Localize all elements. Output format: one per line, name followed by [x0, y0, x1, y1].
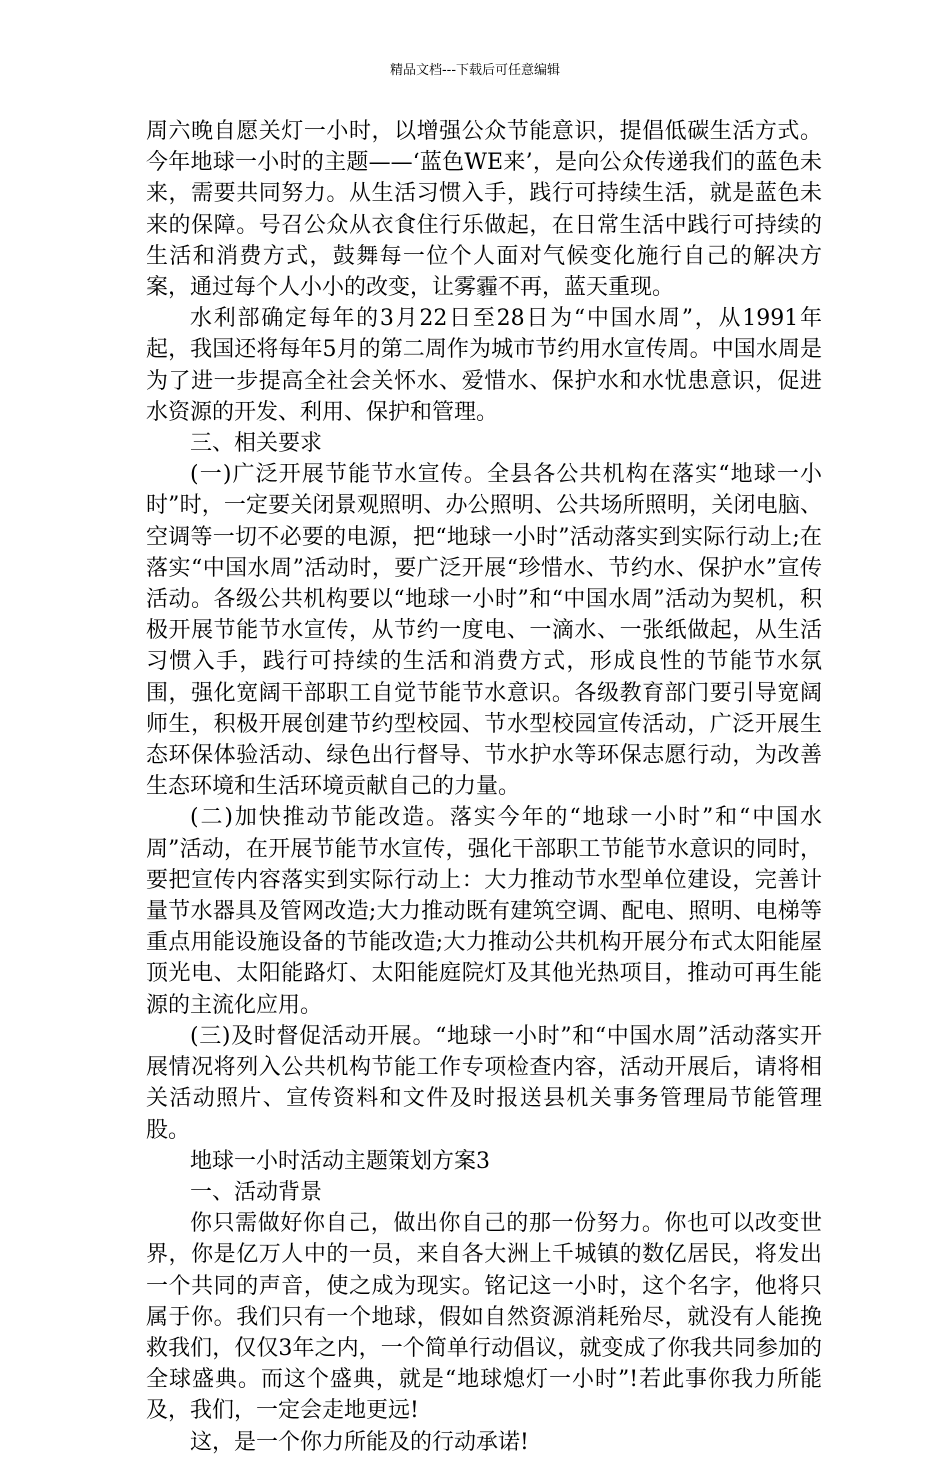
paragraph: 周六晚自愿关灯一小时，以增强公众节能意识，提倡低碳生活方式。今年地球一小时的主题——‘蓝色WE来’，是向公众传递我们的蓝色未来，需要共同努力。从生活习惯入手，践行可持续生活，就是蓝色未来的保障。号召公众从衣食住行乐做起，在日常生活中践行可持续的生活和消费方式，鼓舞每一位个人面对气候变化施行自己的解决方案，通过每个人小小的改变，让雾霾不再，蓝天重现。: [146, 119, 822, 301]
paragraph: 你只需做好你自己，做出你自己的那一份努力。你也可以改变世界，你是亿万人中的一员，来自各大洲上千城镇的数亿居民，将发出一个共同的声音，使之成为现实。铭记这一小时，这个名字，他将只属于你。我们只有一个地球，假如自然资源消耗殆尽，就没有人能挽救我们，仅仅3年之内，一个简单行动倡议，就变成了你我共同参加的全球盛典。而这个盛典，就是“地球熄灯一小时”!若此事你我力所能及，我们，一定会走地更远!: [146, 1211, 822, 1424]
page-header: 精品文档---下载后可任意编辑: [389, 63, 561, 78]
section-heading: 一、活动背景: [190, 1179, 323, 1205]
paragraph: 这，是一个你力所能及的行动承诺!: [190, 1429, 529, 1455]
paragraph: (一)广泛开展节能节水宣传。全县各公共机构在落实“地球一小时”时，一定要关闭景观照明、办公照明、公共场所照明，关闭电脑、空调等一切不必要的电源，把“地球一小时”活动落实到实际行动上;在落实“中国水周”活动时，要广泛开展“珍惜水、节约水、保护水”宣传活动。各级公共机构要以“地球一小时”和“中国水周”活动为契机，积极开展节能节水宣传，从节约一度电、一滴水、一张纸做起，从生活习惯入手，践行可持续的生活和消费方式，形成良性的节能节水氛围，强化宽阔干部职工自觉节能节水意识。各级教育部门要引导宽阔师生，积极开展创建节约型校园、节水型校园宣传活动，广泛开展生态环保体验活动、绿色出行督导、节水护水等环保志愿行动，为改善生态环境和生活环境贡献自己的力量。: [146, 462, 822, 800]
paragraph: 水利部确定每年的3月22日至28日为“中国水周”，从1991年起，我国还将每年5月的第二周作为城市节约用水宣传周。中国水周是为了进一步提高全社会关怀水、爱惜水、保护水和水忧患意识，促进水资源的开发、利用、保护和管理。: [146, 306, 822, 425]
paragraph: (三)及时督促活动开展。“地球一小时”和“中国水周”活动落实开展情况将列入公共机构节能工作专项检查内容，活动开展后，请将相关活动照片、宣传资料和文件及时报送县机关事务管理局节能管理股。: [146, 1023, 822, 1143]
document-body: [146, 116, 822, 1458]
document-title: 地球一小时活动主题策划方案3: [190, 1148, 490, 1174]
section-heading: 三、相关要求: [190, 431, 323, 457]
paragraph: (二)加快推动节能改造。落实今年的“地球一小时”和“中国水周”活动，在开展节能节水宣传，强化干部职工节能节水意识的同时，要把宣传内容落实到实际行动上：大力推动节水型单位建设，完善计量节水器具及管网改造;大力推动既有建筑空调、配电、照明、电梯等重点用能设施设备的节能改造;大力推动公共机构开展分布式太阳能屋顶光电、太阳能路灯、太阳能庭院灯及其他光热项目，推动可再生能源的主流化应用。: [146, 805, 822, 1018]
